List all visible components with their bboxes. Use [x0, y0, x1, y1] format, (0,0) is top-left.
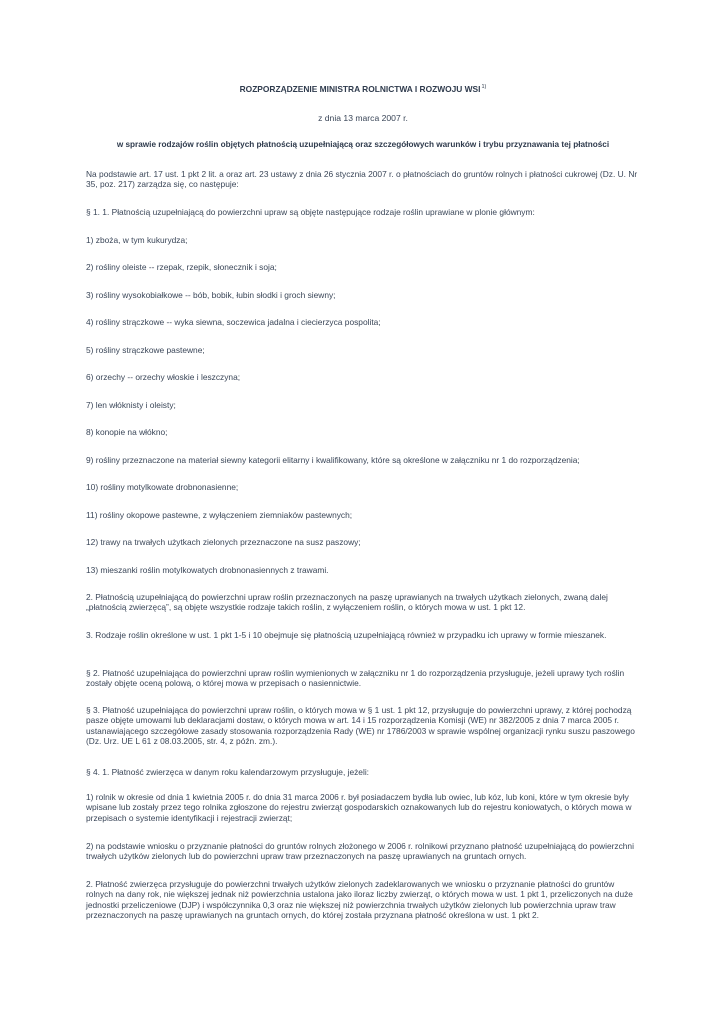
list-item-13: 13) mieszanki roślin motylkowatych drobnonasiennych z trawami.	[86, 565, 329, 575]
paragraph-preamble: Na podstawie art. 17 ust. 1 pkt 2 lit. a oraz art. 23 ustawy z dnia 26 stycznia 2007 r. o płatnościach do gruntów rolnych i płatności cukrowej (Dz. U. Nr 35, poz. 217) zarządza się, co następuje:	[86, 169, 638, 190]
list-item-3: 3) rośliny wysokobiałkowe -- bób, bobik, łubin słodki i groch siewny;	[86, 290, 336, 300]
paragraph-s1-1: § 1. 1. Płatnością uzupełniającą do powierzchni upraw są objęte następujące rodzaje roślin uprawiane w plonie głównym:	[86, 207, 535, 217]
paragraph-s1-2: 2. Płatnością uzupełniającą do powierzchni upraw roślin przeznaczonych na paszę uprawianych na trwałych użytkach zielonych, zwaną dalej „płatnością zwierzęcą”, są objęte wszystkie rodzaje takich roślin, z wyłączeniem roślin, o których mowa w ust. 1 pkt 12.	[86, 592, 608, 613]
list-item-10: 10) rośliny motylkowate drobnonasienne;	[86, 482, 239, 492]
paragraph-s4-1: § 4. 1. Płatność zwierzęca w danym roku kalendarzowym przysługuje, jeżeli:	[86, 767, 370, 777]
paragraph-s2: § 2. Płatność uzupełniająca do powierzchni upraw roślin wymienionych w załączniku nr 1 do rozporządzenia przysługuje, jeżeli uprawy tych roślin zostały objęte oceną polową, o której mowa w przepisach o nasiennictwie.	[86, 668, 625, 689]
paragraph-s1-3: 3. Rodzaje roślin określone w ust. 1 pkt 1-5 i 10 obejmuje się płatnością uzupełniającą również w przypadku ich uprawy w formie mieszanek.	[86, 630, 607, 640]
list-item-9: 9) rośliny przeznaczone na materiał siewny kategorii elitarny i kwalifikowany, które są określone w załączniku nr 1 do rozporządzenia;	[86, 455, 580, 465]
paragraph-s4-2: 2. Płatność zwierzęca przysługuje do powierzchni trwałych użytków zielonych zadeklarowanych we wniosku o przyznanie płatności do gruntów rolnych na dany rok, nie większej jednak niż powierzchnia ustalona jako iloraz liczby zwierząt, o których mowa w ust. 1 pkt 1, przeliczonych na duże jednostki przeliczeniowe (DJP) i współczynnika 0,3 oraz nie większej niż powierzchnia trwałych użytków zielonych lub powierzchnia upraw traw przeznaczonych na paszę uprawianych na gruntach ornych, do której została przyznana płatność określona w ust. 1 pkt 2.	[86, 879, 633, 921]
paragraph-s4-1-point-2: 2) na podstawie wniosku o przyznanie płatności do gruntów rolnych złożonego w 2006 r. rolnikowi przyznano płatność uzupełniającą do powierzchni trwałych użytków zielonych lub do powierzchni upraw traw przeznaczonych na paszę uprawianych na gruntach ornych.	[86, 841, 634, 862]
title-text: ROZPORZĄDZENIE MINISTRA ROLNICTWA I ROZWOJU WSI	[239, 84, 481, 94]
list-item-12: 12) trawy na trwałych użytkach zielonych przeznaczone na susz paszowy;	[86, 537, 361, 547]
document-title	[86, 84, 640, 94]
list-item-11: 11) rośliny okopowe pastewne, z wyłączeniem ziemniaków pastewnych;	[86, 510, 353, 520]
list-item-8: 8) konopie na włókno;	[86, 427, 168, 437]
list-item-7: 7) len włóknisty i oleisty;	[86, 400, 176, 410]
list-item-2: 2) rośliny oleiste -- rzepak, rzepik, słonecznik i soja;	[86, 262, 277, 272]
document-subject: w sprawie rodzajów roślin objętych płatnością uzupełniającą oraz szczegółowych warunków i trybu przyznawania tej płatności	[116, 140, 610, 149]
list-item-1: 1) zboża, w tym kukurydza;	[86, 235, 188, 245]
list-item-4: 4) rośliny strączkowe -- wyka siewna, soczewica jadalna i ciecierzyca pospolita;	[86, 317, 381, 327]
list-item-6: 6) orzechy -- orzechy włoskie i leszczyna;	[86, 372, 241, 382]
title-footnote-marker: 1)	[481, 84, 487, 90]
paragraph-s4-1-point-1: 1) rolnik w okresie od dnia 1 kwietnia 2005 r. do dnia 31 marca 2006 r. był posiadaczem bydła lub owiec, lub kóz, lub koni, które w tym okresie były wpisane lub zostały przez tego rolnika zgłoszone do rejestru zwierząt gospodarskich oznakowanych lub do rejestru koniowatych, o których mowa w przepisach o systemie identyfikacji i rejestracji zwierząt;	[86, 792, 632, 823]
document-date: z dnia 13 marca 2007 r.	[318, 113, 408, 123]
list-item-5: 5) rośliny strączkowe pastewne;	[86, 345, 205, 355]
paragraph-s3: § 3. Płatność uzupełniająca do powierzchni upraw roślin, o których mowa w § 1 ust. 1 pkt 12, przysługuje do powierzchni uprawy, z której pochodzą pasze objęte umowami lub deklaracjami dostaw, o których mowa w art. 14 i 15 rozporządzenia Komisji (WE) nr 382/2005 z dnia 7 marca 2005 r. ustanawiającego szczegółowe zasady stosowania rozporządzenia Rady (WE) nr 1786/2003 w sprawie wspólnej organizacji rynku suszu paszowego (Dz. Urz. UE L 61 z 08.03.2005, str. 4, z późn. zm.).	[86, 705, 635, 747]
